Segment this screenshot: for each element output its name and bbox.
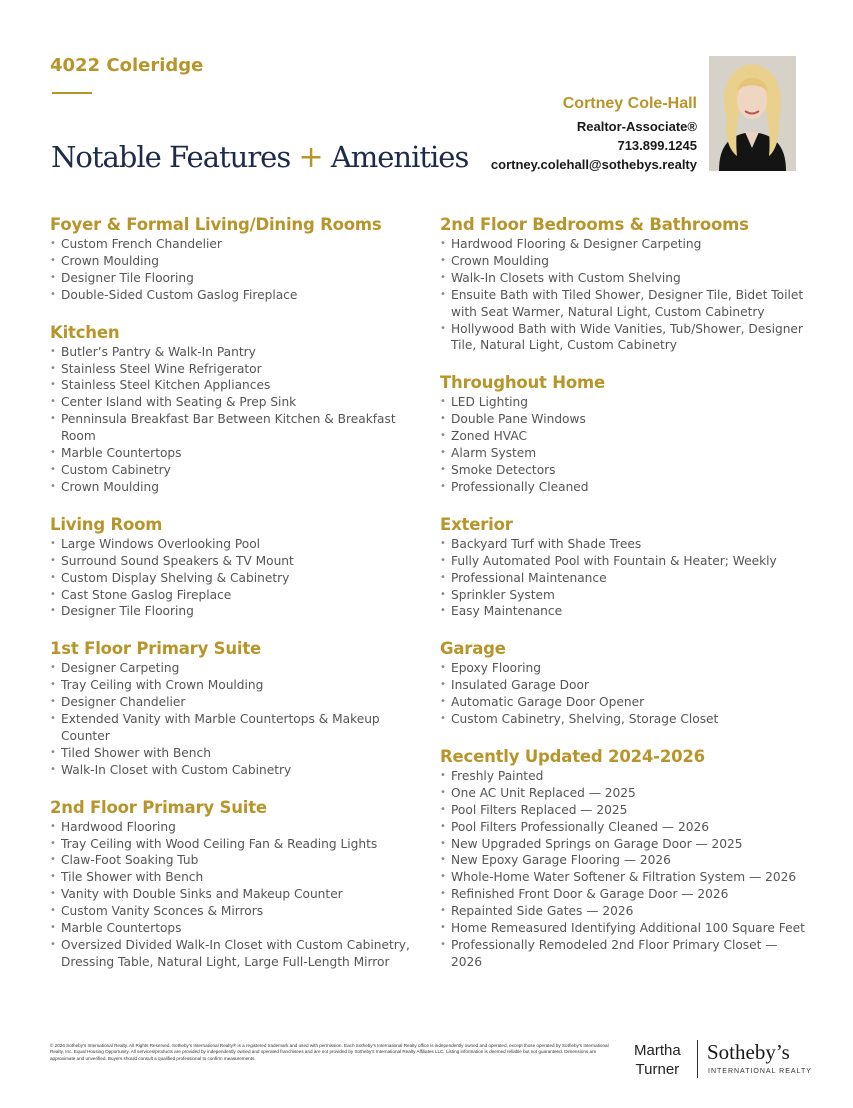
list-item: • Designer Tile Flooring (50, 603, 430, 620)
agent-portrait-icon (709, 56, 796, 171)
section-2nd-floor-bedrooms (440, 214, 810, 354)
section-recently-updated (440, 746, 810, 971)
list-item: • Double-Sided Custom Gaslog Fireplace (50, 287, 430, 304)
section-title: Living Room (50, 514, 163, 534)
list-item: • LED Lighting (440, 394, 810, 411)
agent-role: Realtor-Associate® (576, 119, 697, 134)
left-column (50, 214, 430, 989)
list-item: • Pool Filters Professionally Cleaned — 2026 (440, 819, 810, 836)
section-title: 1st Floor Primary Suite (50, 639, 262, 659)
list-item: • Designer Chandelier (50, 694, 430, 711)
list-item: • Extended Vanity with Marble Countertops & Makeup Counter (50, 711, 430, 745)
list-item: • Hollywood Bath with Wide Vanities, Tub/Shower, Designer Tile, Natural Light, Custom Cabinetry (440, 321, 810, 355)
feature-list (440, 536, 810, 621)
list-item: • Designer Carpeting (50, 660, 430, 677)
section-1st-floor-primary (50, 638, 430, 778)
feature-list (50, 536, 430, 621)
list-item: • Tiled Shower with Bench (50, 745, 430, 762)
list-item: • Marble Countertops (50, 445, 430, 462)
list-item: • Surround Sound Speakers & TV Mount (50, 553, 430, 570)
title-part1: Notable Features (51, 140, 291, 174)
agent-photo (709, 56, 796, 171)
list-item: • Whole-Home Water Softener & Filtration System — 2026 (440, 869, 810, 886)
list-item: • Professionally Cleaned (440, 479, 810, 496)
list-item: • Stainless Steel Kitchen Appliances (50, 377, 430, 394)
address: 4022 Coleridge (50, 55, 204, 76)
list-item: • Butler’s Pantry & Walk-In Pantry (50, 344, 430, 361)
section-2nd-floor-primary (50, 797, 430, 971)
section-title: Garage (440, 639, 506, 659)
list-item: • Fully Automated Pool with Fountain & Heater; Weekly (440, 553, 810, 570)
list-item: • Hardwood Flooring & Designer Carpeting (440, 236, 810, 253)
brand-divider (697, 1040, 698, 1078)
list-item: • Automatic Garage Door Opener (440, 694, 810, 711)
list-item: • Tile Shower with Bench (50, 869, 430, 886)
section-title: Kitchen (50, 322, 120, 342)
list-item: • Penninsula Breakfast Bar Between Kitchen & Breakfast Room (50, 411, 430, 445)
list-item: • Walk-In Closets with Custom Shelving (440, 270, 810, 287)
brand-sothebys: Sotheby’s (707, 1040, 790, 1064)
list-item: • Marble Countertops (50, 920, 430, 937)
list-item: • Custom Display Shelving & Cabinetry (50, 570, 430, 587)
section-title: Foyer & Formal Living/Dining Rooms (50, 215, 382, 234)
list-item: • Crown Moulding (50, 253, 430, 270)
list-item: • Zoned HVAC (440, 428, 810, 445)
section-title: 2nd Floor Primary Suite (50, 797, 267, 817)
feature-list (440, 768, 810, 971)
list-item: • Freshly Painted (440, 768, 810, 785)
list-item: • Backyard Turf with Shade Trees (440, 536, 810, 553)
feature-list (440, 394, 810, 495)
list-item: • Tray Ceiling with Crown Moulding (50, 677, 430, 694)
list-item: • Vanity with Double Sinks and Makeup Counter (50, 886, 430, 903)
list-item: • Stainless Steel Wine Refrigerator (50, 361, 430, 378)
list-item: • Custom Cabinetry, Shelving, Storage Closet (440, 711, 810, 728)
section-foyer (50, 214, 430, 304)
list-item: • Epoxy Flooring (440, 660, 810, 677)
feature-list (440, 236, 810, 354)
section-exterior (440, 514, 810, 621)
list-item: • Pool Filters Replaced — 2025 (440, 802, 810, 819)
list-item: • Smoke Detectors (440, 462, 810, 479)
list-item: • Designer Tile Flooring (50, 270, 430, 287)
section-throughout-home (440, 372, 810, 495)
list-item: • Claw-Foot Soaking Tub (50, 852, 430, 869)
list-item: • Professional Maintenance (440, 570, 810, 587)
page-title (51, 140, 468, 175)
agent-info (491, 94, 697, 174)
section-garage (440, 638, 810, 728)
brand-international-realty: INTERNATIONAL REALTY (708, 1068, 812, 1075)
section-living-room (50, 514, 430, 621)
legal-disclaimer: © 2026 Sotheby’s International Realty. All Rights Reserved. Sotheby’s International Realty® is a registered trademark and used with permission. Each Sotheby’s International Realty office is independently owned and operated, except those operated by Sotheby’s International Realty, Inc. Equal Housing Opportunity. All services/products are provided by independently owned and operated franchisees and are not provided by Sotheby’s International Realty Affiliates LLC. Listing information is deemed reliable but not guaranteed. Dimensions are approximate and unverified. Buyers should consult a qualified professional to confirm measurements. (50, 1043, 609, 1061)
brand-martha: Martha (634, 1042, 681, 1059)
list-item: • Home Remeasured Identifying Additional 100 Square Feet (440, 920, 810, 937)
list-item: • Refinished Front Door & Garage Door — 2026 (440, 886, 810, 903)
list-item: • Repainted Side Gates — 2026 (440, 903, 810, 920)
agent-email[interactable]: cortney.colehall@sothebys.realty (490, 157, 697, 172)
title-plus: + (298, 140, 323, 175)
list-item: • Crown Moulding (50, 479, 430, 496)
list-item: • Large Windows Overlooking Pool (50, 536, 430, 553)
list-item: • Insulated Garage Door (440, 677, 810, 694)
list-item: • Double Pane Windows (440, 411, 810, 428)
right-column (440, 214, 810, 989)
list-item: • Walk-In Closet with Custom Cabinetry (50, 762, 430, 779)
brokerage-logo (628, 1036, 812, 1080)
feature-list (50, 344, 430, 496)
list-item: • Custom Vanity Sconces & Mirrors (50, 903, 430, 920)
list-item: • New Upgraded Springs on Garage Door — 2025 (440, 836, 810, 853)
list-item: • Oversized Divided Walk-In Closet with Custom Cabinetry, Dressing Table, Natural Light, Large Full-Length Mirror (50, 937, 430, 971)
agent-phone[interactable]: 713.899.1245 (617, 138, 697, 153)
list-item: • One AC Unit Replaced — 2025 (440, 785, 810, 802)
address-rule (52, 92, 92, 94)
feature-list (50, 236, 430, 304)
list-item: • Custom French Chandelier (50, 236, 430, 253)
feature-list (50, 660, 430, 778)
list-item: • Crown Moulding (440, 253, 810, 270)
list-item: • Easy Maintenance (440, 603, 810, 620)
section-title: Throughout Home (440, 373, 606, 393)
list-item: • Hardwood Flooring (50, 819, 430, 836)
list-item: • Ensuite Bath with Tiled Shower, Designer Tile, Bidet Toilet with Seat Warmer, Natural Light, Custom Cabinetry (440, 287, 810, 321)
brand-turner: Turner (635, 1061, 680, 1078)
title-part2: Amenities (330, 140, 469, 174)
list-item: • Custom Cabinetry (50, 462, 430, 479)
feature-list (440, 660, 810, 728)
section-kitchen (50, 322, 430, 496)
list-item: • Tray Ceiling with Wood Ceiling Fan & Reading Lights (50, 836, 430, 853)
list-item: • Cast Stone Gaslog Fireplace (50, 587, 430, 604)
section-title: Recently Updated 2024-2026 (440, 746, 705, 766)
feature-list (50, 819, 430, 971)
list-item: • Professionally Remodeled 2nd Floor Primary Closet — 2026 (440, 937, 810, 971)
brand-martha-turner (634, 1041, 681, 1079)
section-title: Exterior (440, 514, 513, 534)
list-item: • New Epoxy Garage Flooring — 2026 (440, 852, 810, 869)
agent-name: Cortney Cole-Hall (562, 95, 697, 112)
list-item: • Sprinkler System (440, 587, 810, 604)
list-item: • Center Island with Seating & Prep Sink (50, 394, 430, 411)
list-item: • Alarm System (440, 445, 810, 462)
section-title: 2nd Floor Bedrooms & Bathrooms (440, 215, 749, 234)
